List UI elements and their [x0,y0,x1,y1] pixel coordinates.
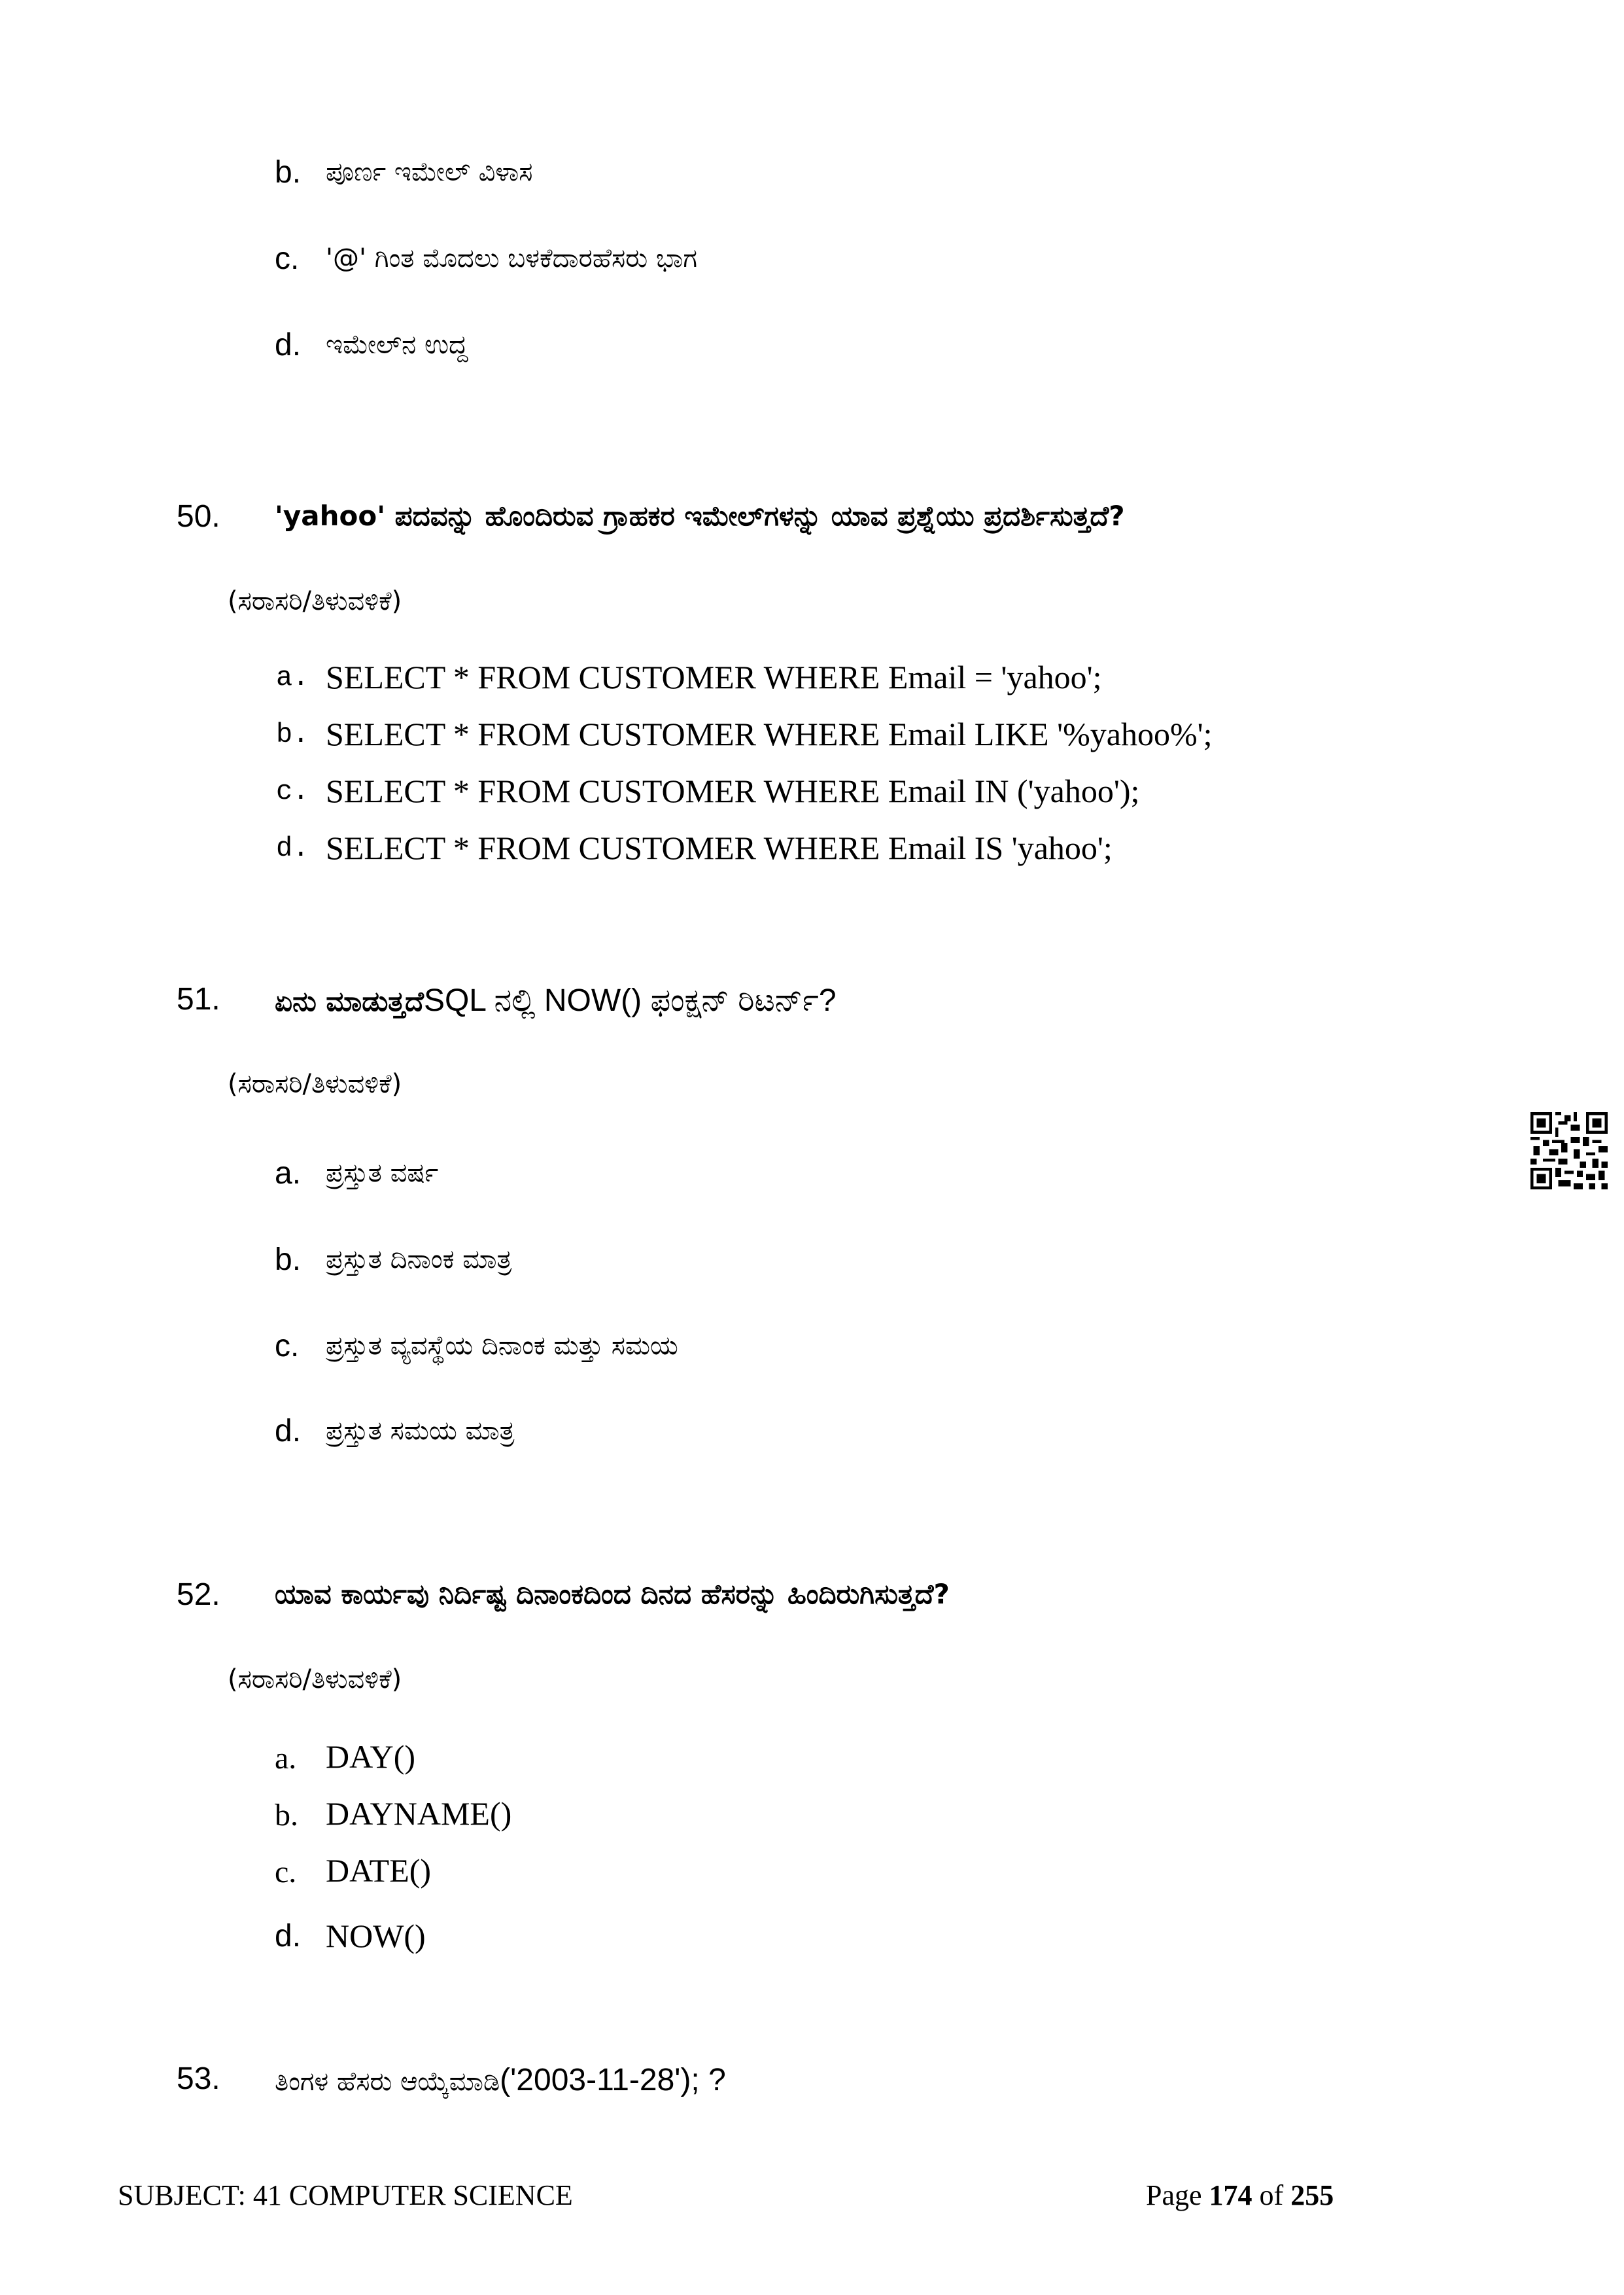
question-number: 53. [177,2061,220,2096]
footer-subject: SUBJECT: 41 COMPUTER SCIENCE [118,2179,573,2211]
option-letter: d. [275,328,302,362]
question-number: 50. [177,499,220,534]
page-label: Page [1146,2179,1202,2211]
option-letter: c. [275,241,300,276]
question-number: 51. [177,982,220,1017]
option-text: ಪ್ರಸ್ತುತ ವ್ಯವಸ್ಥೆಯ ದಿನಾಂಕ ಮತ್ತು ಸಮಯ [326,1331,678,1361]
option-letter: b. [275,155,302,190]
option-letter: b. [275,1242,302,1277]
option-text: DATE() [326,1852,432,1889]
question-text-kn: ತಿಂಗಳ ಹೆಸರು ಆಯ್ಕೆಮಾಡಿ [275,2067,500,2097]
page-total: 255 [1290,2179,1334,2211]
page-of: of [1259,2179,1284,2211]
difficulty-level: (ಸರಾಸರಿ/ತಿಳುವಳಿಕೆ) [228,1664,402,1694]
option-letter: c. [276,776,309,807]
difficulty-level: (ಸರಾಸರಿ/ತಿಳುವಳಿಕೆ) [228,586,402,616]
question-text [275,2062,726,2098]
option-text: SELECT * FROM CUSTOMER WHERE Email IS 'yahoo'; [326,830,1113,866]
option-text: SELECT * FROM CUSTOMER WHERE Email IN ('yahoo'); [326,773,1140,809]
option-letter: a. [276,662,309,693]
question-text: 'yahoo' ಪದವನ್ನು ಹೊಂದಿರುವ ಗ್ರಾಹಕರ ಇಮೇಲ್‌ಗಳನ್ನು ಯಾವ ಪ್ರಶ್ನೆಯು ಪ್ರದರ್ಶಿಸುತ್ತದೆ? [275,500,1125,532]
option-letter: a. [275,1156,302,1191]
question-text: ಯಾವ ಕಾರ್ಯವು ನಿರ್ದಿಷ್ಟ ದಿನಾಂಕದಿಂದ ದಿನದ ಹೆಸರನ್ನು ಹಿಂದಿರುಗಿಸುತ್ತದೆ? [275,1578,950,1610]
option-text: DAYNAME() [326,1795,512,1832]
question-text-bold: ಏನು ಮಾಡುತ್ತದೆ [275,985,424,1017]
option-letter: d. [275,1919,302,1953]
page-current: 174 [1209,2179,1253,2211]
question-text-rest: SQL ನಲ್ಲಿ NOW() ಫಂಕ್ಷನ್ ರಿಟರ್ನ್? [423,983,837,1018]
option-text: ಇಮೇಲ್‌ನ ಉದ್ದ [326,330,468,360]
footer-page-number [1146,2179,1334,2212]
option-text: SELECT * FROM CUSTOMER WHERE Email LIKE '%yahoo%'; [326,716,1213,752]
option-text: DAY() [326,1738,416,1775]
qr-code-icon [1530,1112,1608,1189]
option-text: ಪ್ರಸ್ತುತ ವರ್ಷ [326,1158,439,1188]
option-letter: b. [275,1798,298,1832]
question-text [275,983,837,1019]
option-text: ಪ್ರಸ್ತುತ ದಿನಾಂಕ ಮಾತ್ರ [326,1244,512,1274]
option-text: SELECT * FROM CUSTOMER WHERE Email = 'yahoo'; [326,659,1102,695]
difficulty-level: (ಸರಾಸರಿ/ತಿಳುವಳಿಕೆ) [228,1069,402,1099]
option-letter: c. [275,1855,297,1889]
option-letter: b. [276,719,309,750]
option-text: ಪೂರ್ಣ ಇಮೇಲ್ ವಿಳಾಸ [326,157,533,187]
option-text: NOW() [326,1918,426,1954]
question-number: 52. [177,1577,220,1612]
option-letter: d. [276,833,309,864]
question-text-rest: ('2003-11-28'); ? [500,2063,726,2097]
option-letter: c. [275,1329,300,1363]
option-text: ಪ್ರಸ್ತುತ ಸಮಯ ಮಾತ್ರ [326,1416,515,1446]
option-letter: d. [275,1414,302,1448]
option-letter: a. [275,1741,297,1776]
option-text: '@' ಗಿಂತ ಮೊದಲು ಬಳಕೆದಾರಹೆಸರು ಭಾಗ [326,243,697,273]
